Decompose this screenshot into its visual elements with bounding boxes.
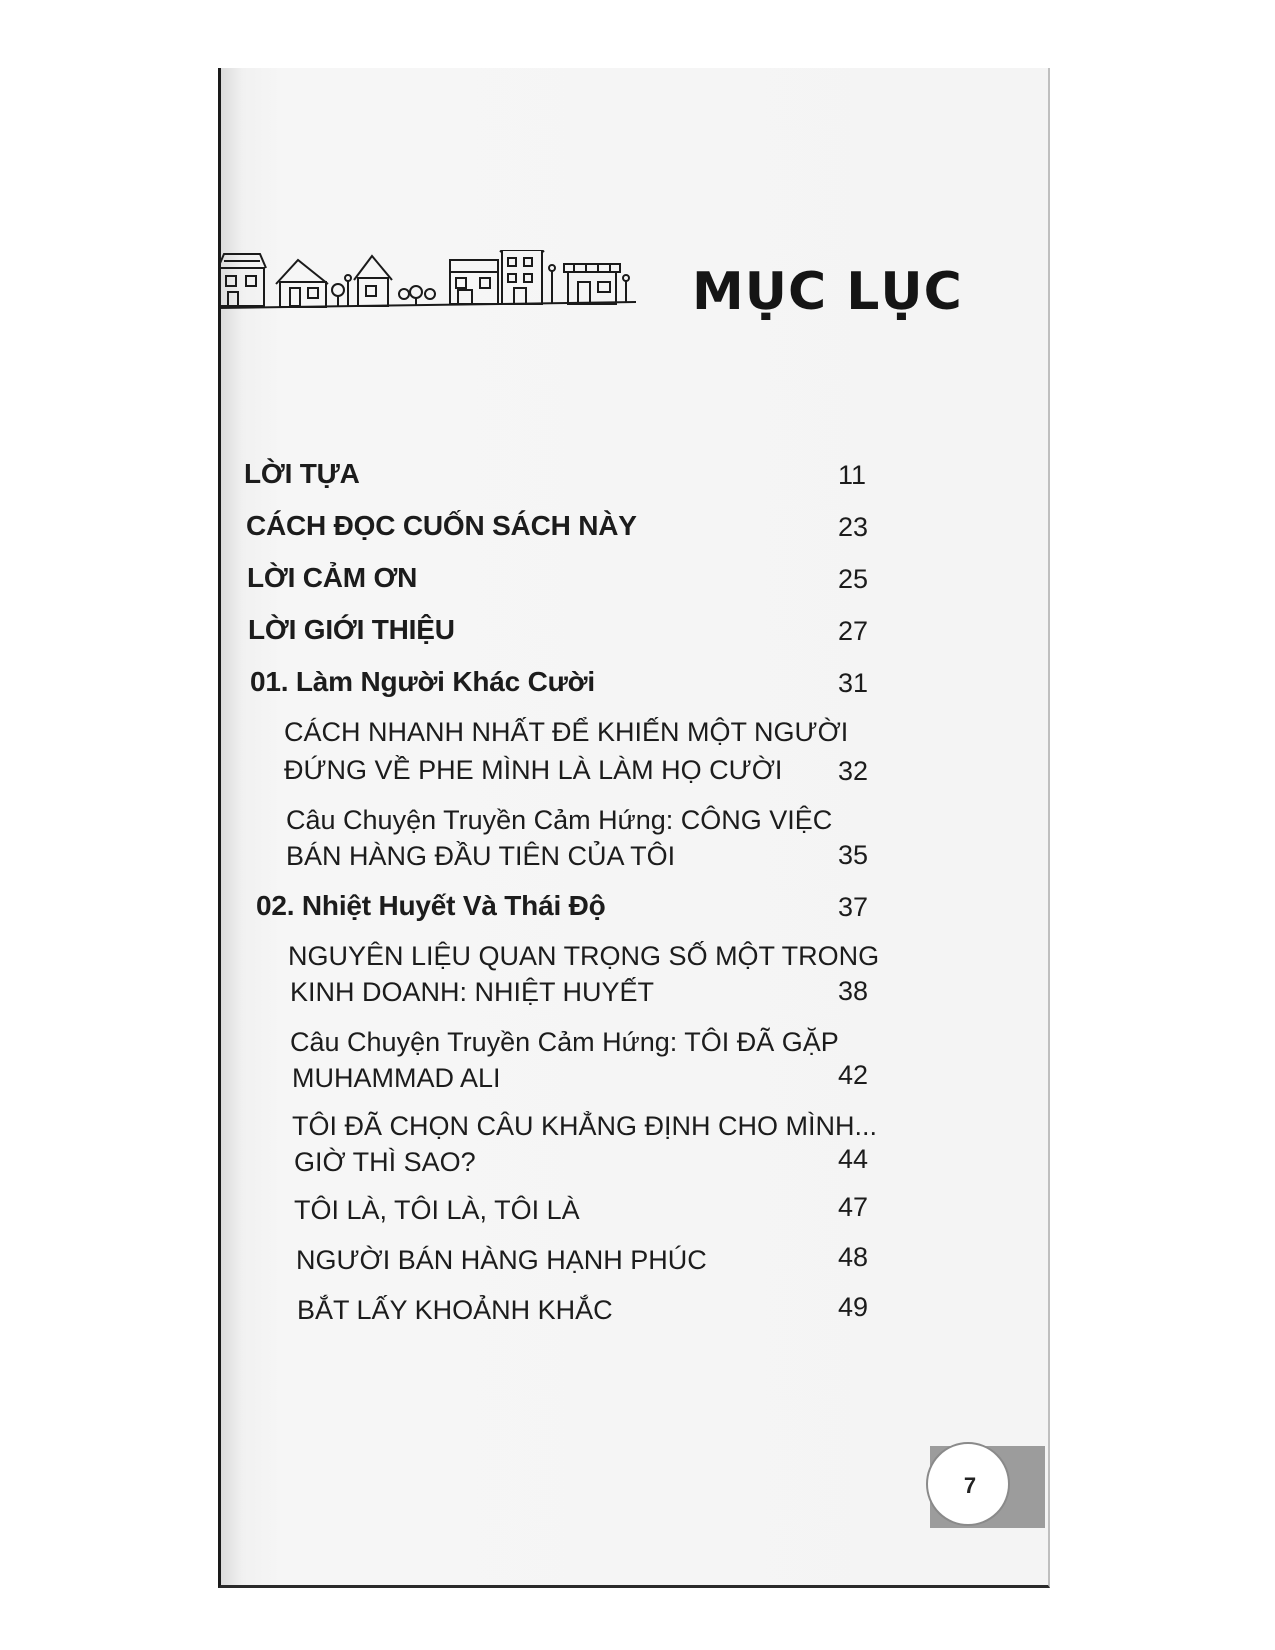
toc-entry-page: 48 xyxy=(837,1242,868,1272)
toc-subentry-line1[interactable]: CÁCH NHANH NHẤT ĐỂ KHIẾN MỘT NGƯỜI xyxy=(284,717,849,747)
page-number-badge xyxy=(926,1442,1010,1526)
toc-entry-page: 25 xyxy=(837,564,868,594)
page-title: MỤC LỤC xyxy=(692,262,963,322)
toc-entry-title[interactable]: LỜI TỰA xyxy=(244,458,360,489)
toc-subentry-title[interactable]: BẮT LẤY KHOẢNH KHẮC xyxy=(297,1295,613,1325)
toc-entry-page: 37 xyxy=(837,892,868,922)
toc-entry-page: 23 xyxy=(837,512,868,542)
toc-subentry-line1[interactable]: NGUYÊN LIỆU QUAN TRỌNG SỐ MỘT TRONG xyxy=(288,941,880,971)
toc-subentry-title[interactable]: TÔI LÀ, TÔI LÀ, TÔI LÀ xyxy=(294,1195,580,1225)
toc-entry-title[interactable]: LỜI CẢM ƠN xyxy=(247,562,418,593)
toc-subentry-line2[interactable]: GIỜ THÌ SAO? xyxy=(294,1147,476,1177)
toc-entry-page: 31 xyxy=(837,668,868,698)
toc-entry-page: 27 xyxy=(837,616,868,646)
town-skyline-icon xyxy=(218,250,638,332)
toc-subentry-line1[interactable]: Câu Chuyện Truyền Cảm Hứng: TÔI ĐÃ GẶP xyxy=(290,1027,839,1057)
toc-entry-page: 38 xyxy=(837,976,868,1006)
toc-subentry-line2[interactable]: KINH DOANH: NHIỆT HUYẾT xyxy=(290,977,655,1007)
toc-entry-page: 35 xyxy=(837,840,868,870)
toc-entry-title[interactable]: CÁCH ĐỌC CUỐN SÁCH NÀY xyxy=(246,510,637,541)
page-number: 7 xyxy=(963,1473,977,1498)
toc-subentry-line2[interactable]: MUHAMMAD ALI xyxy=(292,1063,501,1093)
toc-entry-page: 44 xyxy=(837,1144,868,1174)
toc-subentry-line1[interactable]: TÔI ĐÃ CHỌN CÂU KHẲNG ĐỊNH CHO MÌNH... xyxy=(292,1111,878,1141)
toc-entry-page: 49 xyxy=(837,1292,868,1322)
toc-subentry-title[interactable]: NGƯỜI BÁN HÀNG HẠNH PHÚC xyxy=(296,1245,707,1275)
toc-entry-page: 32 xyxy=(837,756,868,786)
toc-entry-page: 42 xyxy=(837,1060,868,1090)
toc-chapter-title[interactable]: 01. Làm Người Khác Cười xyxy=(250,666,595,697)
toc-subentry-line2[interactable]: BÁN HÀNG ĐẦU TIÊN CỦA TÔI xyxy=(286,841,676,871)
toc-entry-title[interactable]: LỜI GIỚI THIỆU xyxy=(248,614,455,645)
toc-entry-page: 11 xyxy=(837,460,866,490)
toc-subentry-line2[interactable]: ĐỨNG VỀ PHE MÌNH LÀ LÀM HỌ CƯỜI xyxy=(284,755,783,785)
toc-subentry-line1[interactable]: Câu Chuyện Truyền Cảm Hứng: CÔNG VIỆC xyxy=(286,805,833,835)
toc-chapter-title[interactable]: 02. Nhiệt Huyết Và Thái Độ xyxy=(256,890,606,921)
toc-entry-page: 47 xyxy=(837,1192,868,1222)
